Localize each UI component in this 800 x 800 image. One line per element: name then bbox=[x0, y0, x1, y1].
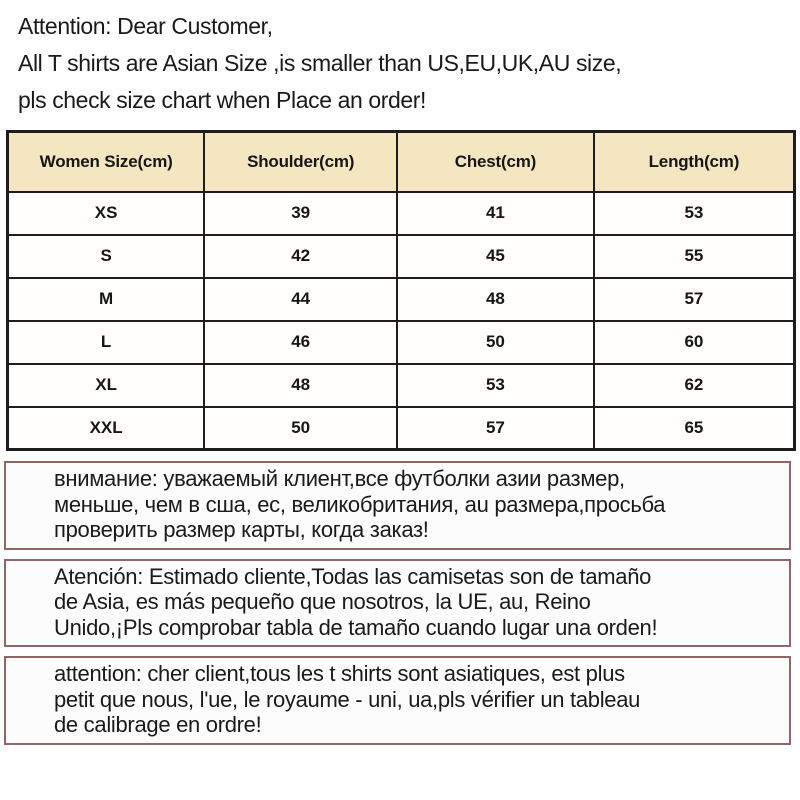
cell-size: XS bbox=[8, 192, 205, 235]
notice-line: Atención: Estimado cliente,Todas las camisetas son de tamaño bbox=[54, 563, 652, 589]
cell-length: 65 bbox=[594, 407, 795, 450]
notice-line: проверить размер карты, когда заказ! bbox=[54, 517, 429, 542]
cell-chest: 50 bbox=[397, 321, 594, 364]
table-row-xxl bbox=[8, 407, 795, 450]
table-row-xl bbox=[8, 364, 795, 407]
table-row-xs bbox=[8, 192, 795, 235]
notice-line: petit que nous, l'ue, le royaume - uni, ua,pls vérifier un tableau bbox=[54, 686, 641, 712]
cell-shoulder: 42 bbox=[204, 235, 397, 278]
cell-shoulder: 46 bbox=[204, 321, 397, 364]
cell-chest: 57 bbox=[397, 407, 594, 450]
attention-note-russian bbox=[4, 461, 791, 550]
attention-line: All T shirts are Asian Size ,is smaller than US,EU,UK,AU size, bbox=[18, 50, 622, 76]
notice-line: attention: cher client,tous les t shirts sont asiatiques, est plus bbox=[54, 661, 625, 686]
notice-line: внимание: уважаемый клиент,все футболки азии размер, bbox=[54, 466, 625, 491]
notice-line: Unido,¡Pls comprobar tabla de tamaño cuando lugar una orden! bbox=[54, 614, 658, 640]
attention-line: Attention: Dear Customer, bbox=[18, 13, 273, 39]
size-chart-table bbox=[6, 130, 796, 451]
cell-size: XXL bbox=[8, 407, 205, 450]
size-table-header-row bbox=[8, 132, 795, 192]
cell-size: XL bbox=[8, 364, 205, 407]
cell-chest: 41 bbox=[397, 192, 594, 235]
cell-chest: 48 bbox=[397, 278, 594, 321]
table-row-m bbox=[8, 278, 795, 321]
attention-note-english bbox=[0, 0, 800, 119]
header-chest: Chest(cm) bbox=[397, 132, 594, 192]
cell-size: M bbox=[8, 278, 205, 321]
header-length: Length(cm) bbox=[594, 132, 795, 192]
cell-size: L bbox=[8, 321, 205, 364]
cell-length: 62 bbox=[594, 364, 795, 407]
cell-length: 55 bbox=[594, 235, 795, 278]
cell-shoulder: 39 bbox=[204, 192, 397, 235]
cell-chest: 45 bbox=[397, 235, 594, 278]
table-row-s bbox=[8, 235, 795, 278]
cell-shoulder: 44 bbox=[204, 278, 397, 321]
cell-shoulder: 48 bbox=[204, 364, 397, 407]
cell-chest: 53 bbox=[397, 364, 594, 407]
attention-note-spanish bbox=[4, 559, 791, 648]
cell-shoulder: 50 bbox=[204, 407, 397, 450]
attention-note-french bbox=[4, 656, 791, 745]
attention-line: pls check size chart when Place an order! bbox=[18, 87, 427, 113]
header-shoulder: Shoulder(cm) bbox=[204, 132, 397, 192]
header-women-size: Women Size(cm) bbox=[8, 132, 205, 192]
notice-line: de calibrage en ordre! bbox=[54, 712, 262, 737]
cell-length: 57 bbox=[594, 278, 795, 321]
notice-line: меньше, чем в сша, ес, великобритания, au размера,просьба bbox=[54, 491, 666, 517]
notice-line: de Asia, es más pequeño que nosotros, la UE, au, Reino bbox=[54, 589, 591, 614]
table-row-l bbox=[8, 321, 795, 364]
cell-length: 60 bbox=[594, 321, 795, 364]
cell-length: 53 bbox=[594, 192, 795, 235]
cell-size: S bbox=[8, 235, 205, 278]
